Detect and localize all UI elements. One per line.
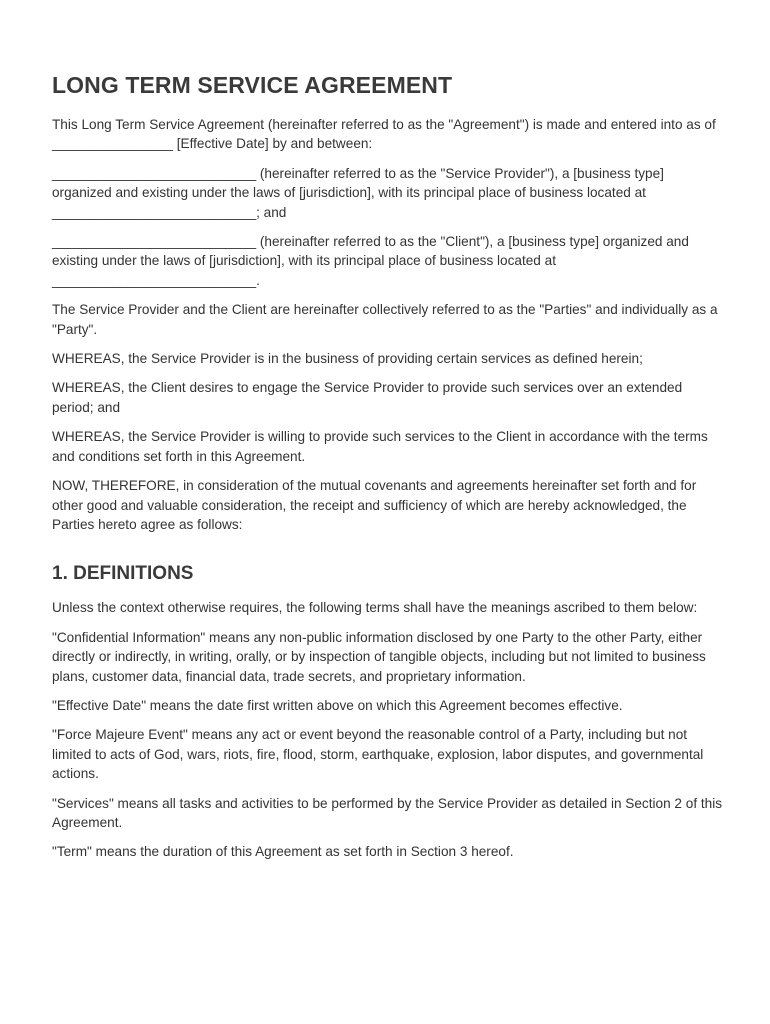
service-provider-paragraph: ___________________________ (hereinafter referred to as the "Service Provider"), a [business type] organized and existing under the laws of [jurisdiction], with its principal place of business located at ___________________________; and: [52, 165, 664, 220]
client-paragraph: ___________________________ (hereinafter referred to as the "Client"), a [business type] organized and existing under the laws of [jurisdiction], with its principal place of business located at ___________________________.: [52, 234, 689, 288]
definition-confidential-information: "Confidential Information" means any non-public information disclosed by one Party to the other Party, either directly or indirectly, in writing, orally, or by inspection of tangible objects, including but not limited to business plans, customer data, financial data, trade secrets, and proprietary information.: [52, 629, 706, 684]
definition-effective-date: "Effective Date" means the date first written above on which this Agreement becomes effective.: [52, 697, 623, 713]
section-heading-definitions: 1. DEFINITIONS: [52, 563, 194, 585]
definition-term: "Term" means the duration of this Agreement as set forth in Section 3 hereof.: [52, 844, 514, 860]
definitions-intro-paragraph: Unless the context otherwise requires, the following terms shall have the meanings ascribed to them below:: [52, 600, 698, 616]
definition-force-majeure-event: "Force Majeure Event" means any act or event beyond the reasonable control of a Party, including but not limited to acts of God, wars, riots, fire, flood, storm, earthquake, explosion, labor disputes, and governmental actions.: [52, 727, 704, 782]
document-title: LONG TERM SERVICE AGREEMENT: [52, 72, 453, 98]
parties-paragraph: The Service Provider and the Client are hereinafter collectively referred to as the "Parties" and individually as a "Party".: [52, 302, 718, 337]
definition-services: "Services" means all tasks and activities to be performed by the Service Provider as detailed in Section 2 of this Agreement.: [52, 795, 723, 830]
whereas-paragraph-1: WHEREAS, the Service Provider is in the business of providing certain services as defined herein;: [52, 351, 643, 367]
whereas-paragraph-3: WHEREAS, the Service Provider is willing to provide such services to the Client in accordance with the terms and conditions set forth in this Agreement.: [52, 429, 708, 464]
now-therefore-paragraph: NOW, THEREFORE, in consideration of the mutual covenants and agreements hereinafter set forth and for other good and valuable consideration, the receipt and sufficiency of which are hereby acknowledged, the Parties hereto agree as follows:: [52, 478, 697, 532]
intro-paragraph: This Long Term Service Agreement (hereinafter referred to as the "Agreement") is made and entered into as of ________________ [Effective Date] by and between:: [52, 117, 716, 152]
document-content: [52, 70, 724, 872]
whereas-paragraph-2: WHEREAS, the Client desires to engage the Service Provider to provide such services over an extended period; and: [52, 380, 683, 415]
